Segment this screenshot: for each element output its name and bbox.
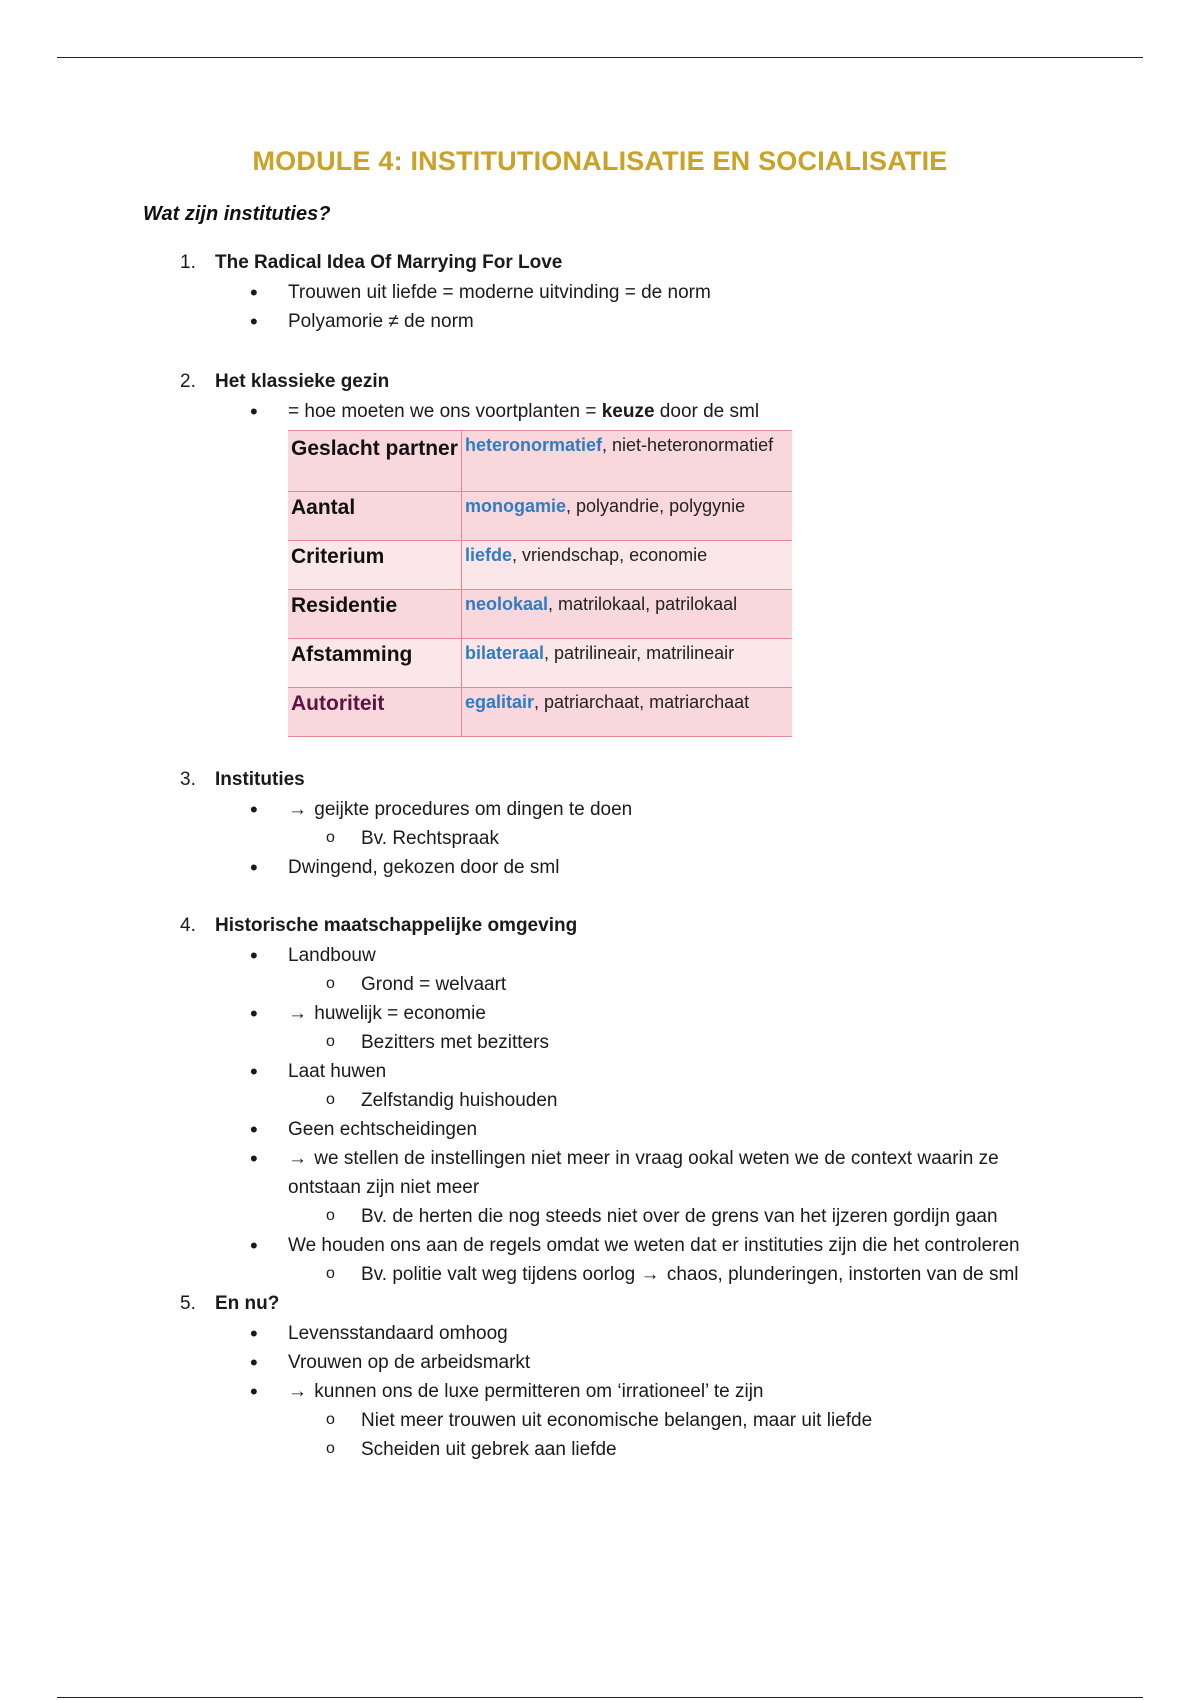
- page-title: MODULE 4: INSTITUTIONALISATIE EN SOCIALISATIE: [252, 146, 948, 176]
- highlight-value: egalitair: [465, 692, 535, 712]
- row-key: Residentie: [288, 590, 462, 639]
- other-values: , patrilineair, matrilineair: [544, 643, 735, 663]
- section-number: 5.: [180, 1293, 196, 1314]
- highlight-value: heteronormatief: [465, 435, 603, 455]
- table-row: [288, 431, 792, 492]
- highlight-value: bilateraal: [465, 643, 545, 663]
- intro-bold: keuze: [601, 401, 655, 422]
- row-value: [462, 688, 793, 737]
- sub-list-item: o Niet meer trouwen uit economische belangen, maar uit liefde: [0, 1406, 1200, 1435]
- arrow-icon: →: [288, 1003, 307, 1024]
- list-item: • Levensstandaard omhoog: [0, 1319, 1200, 1348]
- table-row: [288, 492, 792, 541]
- list-item-text: geijkte procedures om dingen te doen: [314, 799, 633, 820]
- row-value: [462, 431, 793, 492]
- list-item: [0, 999, 1200, 1028]
- list-item: • Dwingend, gekozen door de sml: [0, 853, 1200, 882]
- list-item: [0, 397, 1200, 426]
- other-values: , polyandrie, polygynie: [566, 496, 746, 516]
- row-value: [462, 492, 793, 541]
- list-item-text: we stellen de instellingen niet meer in vraag ookal weten we de context waarin ze ontstaan zijn niet meer: [288, 1148, 999, 1198]
- section-question: Wat zijn instituties?: [143, 203, 331, 225]
- sub-list-item-text: Bv. politie valt weg tijdens oorlog: [361, 1264, 636, 1285]
- list-item: • Trouwen uit liefde = moderne uitvinding = de norm: [0, 278, 1200, 307]
- section-4: [0, 911, 1200, 1289]
- section-title: Historische maatschappelijke omgeving: [215, 915, 578, 936]
- sub-list-item: o Grond = welvaart: [0, 970, 1200, 999]
- row-key: Aantal: [288, 492, 462, 541]
- table-row: [288, 639, 792, 688]
- table-row: [288, 541, 792, 590]
- row-key: Criterium: [288, 541, 462, 590]
- row-value: [462, 590, 793, 639]
- highlight-value: liefde: [465, 545, 513, 565]
- sub-list-item: [0, 1260, 1200, 1289]
- sub-list-item: o Bezitters met bezitters: [0, 1028, 1200, 1057]
- header-rule: [57, 57, 1143, 58]
- section-1: [0, 248, 1200, 336]
- section-title: The Radical Idea Of Marrying For Love: [215, 252, 563, 273]
- list-item: • Landbouw: [0, 941, 1200, 970]
- list-item: [0, 795, 1200, 824]
- row-value: [462, 639, 793, 688]
- section-number: 4.: [180, 915, 196, 936]
- section-number: 1.: [180, 252, 196, 273]
- row-key: Autoriteit: [288, 688, 462, 737]
- arrow-icon: →: [640, 1264, 660, 1285]
- section-2: [0, 367, 1200, 737]
- other-values: , vriendschap, economie: [512, 545, 708, 565]
- list-item: • We houden ons aan de regels omdat we weten dat er instituties zijn die het controleren: [0, 1231, 1200, 1260]
- intro-text-end: door de sml: [654, 401, 760, 422]
- list-item: [0, 1144, 1200, 1202]
- section-number: 3.: [180, 769, 196, 790]
- other-values: , patriarchaat, matriarchaat: [534, 692, 750, 712]
- family-table: [288, 430, 792, 737]
- list-item: • Geen echtscheidingen: [0, 1115, 1200, 1144]
- sub-list-item-text-end: chaos, plunderingen, instorten van de sml: [666, 1264, 1019, 1285]
- sub-list-item: o Bv. de herten die nog steeds niet over de grens van het ijzeren gordijn gaan: [0, 1202, 1200, 1231]
- sub-list-item: o Zelfstandig huishouden: [0, 1086, 1200, 1115]
- section-title: En nu?: [215, 1293, 280, 1314]
- row-key: Geslacht partner: [288, 431, 462, 492]
- arrow-icon: →: [288, 799, 307, 820]
- footer-rule: [57, 1697, 1143, 1698]
- list-item-text: kunnen ons de luxe permitteren om ‘irrationeel’ te zijn: [314, 1381, 764, 1402]
- list-item: • Vrouwen op de arbeidsmarkt: [0, 1348, 1200, 1377]
- highlight-value: neolokaal: [465, 594, 549, 614]
- section-number: 2.: [180, 371, 196, 392]
- row-value: [462, 541, 793, 590]
- other-values: , niet-heteronormatief: [602, 435, 774, 455]
- arrow-icon: →: [288, 1381, 307, 1402]
- list-item-text: huwelijk = economie: [314, 1003, 486, 1024]
- arrow-icon: →: [288, 1148, 307, 1169]
- list-item: [0, 1377, 1200, 1406]
- table-row: [288, 688, 792, 737]
- section-3: [0, 765, 1200, 882]
- sub-list-item: o Bv. Rechtspraak: [0, 824, 1200, 853]
- row-key: Afstamming: [288, 639, 462, 688]
- intro-text: = hoe moeten we ons voortplanten =: [288, 401, 602, 422]
- section-title: Het klassieke gezin: [215, 371, 390, 392]
- section-5: [0, 1289, 1200, 1464]
- table-row: [288, 590, 792, 639]
- list-item: • Laat huwen: [0, 1057, 1200, 1086]
- document-body: [0, 248, 1200, 1464]
- sub-list-item: o Scheiden uit gebrek aan liefde: [0, 1435, 1200, 1464]
- other-values: , matrilokaal, patrilokaal: [548, 594, 738, 614]
- highlight-value: monogamie: [465, 496, 567, 516]
- list-item: • Polyamorie ≠ de norm: [0, 307, 1200, 336]
- section-title: Instituties: [215, 769, 305, 790]
